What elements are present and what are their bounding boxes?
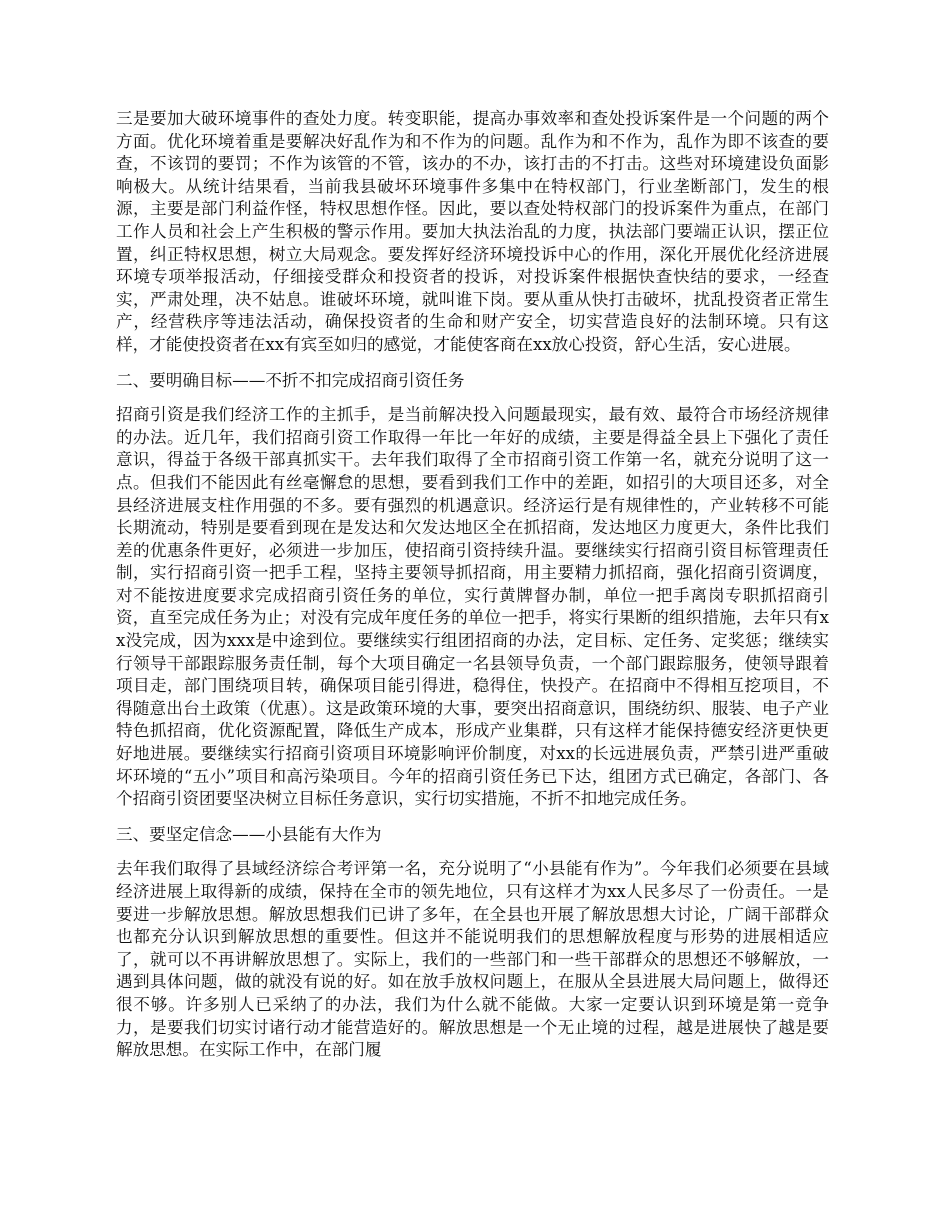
document-page (116, 108, 829, 1075)
section-heading-firm-belief: 三、要坚定信念——小县能有大作为 (116, 824, 382, 844)
paragraph-county-economy: 去年我们取得了县域经济综合考评第一名，充分说明了“小县能有作为”。今年我们必须要在县域经济进展上取得新的成绩，保持在全市的领先地位，只有这样才为xx人民多尽了一份责任。一是要进一步解放思想。解放思想我们已讲了多年，在全县也开展了解放思想大讨论，广阔干部群众也都充分认识到解放思想的重要性。但这并不能说明我们的思想解放程度与形势的进展相适应了，就可以不再讲解放思想了。实际上，我们的一些部门和一些干部群众的思想还不够解放，一遇到具体问题，做的就没有说的好。如在放手放权问题上，在服从全县进展大局问题上，做得还很不够。许多别人已采纳了的办法，我们为什么就不能做。大家一定要认识到环境是第一竞争力，是要我们切实讨诸行动才能营造好的。解放思想是一个无止境的过程，越是进展快了越是要解放思想。在实际工作中，在部门履 (116, 859, 829, 1060)
paragraph-environment-enforcement: 三是要加大破环境事件的查处力度。转变职能，提高办事效率和查处投诉案件是一个问题的两个方面。优化环境着重是要解决好乱作为和不作为的问题。乱作为和不作为，乱作为即不该查的要查，不该罚的要罚；不作为该管的不管，该办的不办，该打击的不打击。这些对环境建设负面影响极大。从统计结果看，当前我县破坏环境事件多集中在特权部门，行业垄断部门，发生的根源，主要是部门利益作怪，特权思想作怪。因此，要以查处特权部门的投诉案件为重点，在部门工作人员和社会上产生积极的警示作用。要加大执法治乱的力度，执法部门要端正认识，摆正位置，纠正特权思想，树立大局观念。要发挥好经济环境投诉中心的作用，深化开展优化经济进展环境专项举报活动，仔细接受群众和投资者的投诉，对投诉案件根据快查快结的要求，一经查实，严肃处理，决不姑息。谁破坏环境，就叫谁下岗。要从重从快打击破坏，扰乱投资者正常生产，经营秩序等违法活动，确保投资者的生命和财产安全，切实营造良好的法制环境。只有这样，才能使投资者在xx有宾至如归的感觉，才能使客商在xx放心投资，舒心生活，安心进展。 (116, 109, 829, 354)
paragraph-investment-attraction: 招商引资是我们经济工作的主抓手，是当前解决投入问题最现实，最有效、最符合市场经济规律的办法。近几年，我们招商引资工作取得一年比一年好的成绩，主要是得益全县上下强化了责任意识，得益于各级干部真抓实干。去年我们取得了全市招商引资工作第一名，就充分说明了这一点。但我们不能因此有丝毫懈怠的思想，要看到我们工作中的差距，如招引的大项目还多，对全县经济进展支柱作用强的不多。要有强烈的机遇意识。经济运行是有规律性的，产业转移不可能长期流动，特别是要看到现在是发达和欠发达地区全在抓招商，发达地区力度更大，条件比我们差的优惠条件更好，必须进一步加压，使招商引资持续升温。要继续实行招商引资目标管理责任制，实行招商引资一把手工程，坚持主要领导抓招商，用主要精力抓招商，强化招商引资调度，对不能按进度要求完成招商引资任务的单位，实行黄牌督办制，单位一把手离岗专职抓招商引资，直至完成任务为止；对没有完成年度任务的单位一把手，将实行果断的组织措施，去年只有xx没完成，因为xxx是中途到位。要继续实行组团招商的办法，定目标、定任务、定奖惩；继续实行领导干部跟踪服务责任制，每个大项目确定一名县领导负责，一个部门跟踪服务，使领导跟着项目走，部门围绕项目转，确保项目能引得进，稳得住，快投产。在招商中不得相互挖项目，不得随意出台土政策（优惠）。这是政策环境的大事，要突出招商意识，围绕纺织、服装、电子产业特色抓招商，优化资源配置，降低生产成本，形成产业集群，只有这样才能保持德安经济更快更好地进展。要继续实行招商引资项目环境影响评价制度，对xx的长远进展负责，严禁引进严重破坏环境的“五小”项目和高污染项目。今年的招商引资任务已下达，组团方式已确定，各部门、各个招商引资团要坚决树立目标任务意识，实行切实措施，不折不扣地完成任务。 (116, 405, 829, 809)
section-heading-investment-targets: 二、要明确目标——不折不扣完成招商引资任务 (116, 370, 465, 390)
